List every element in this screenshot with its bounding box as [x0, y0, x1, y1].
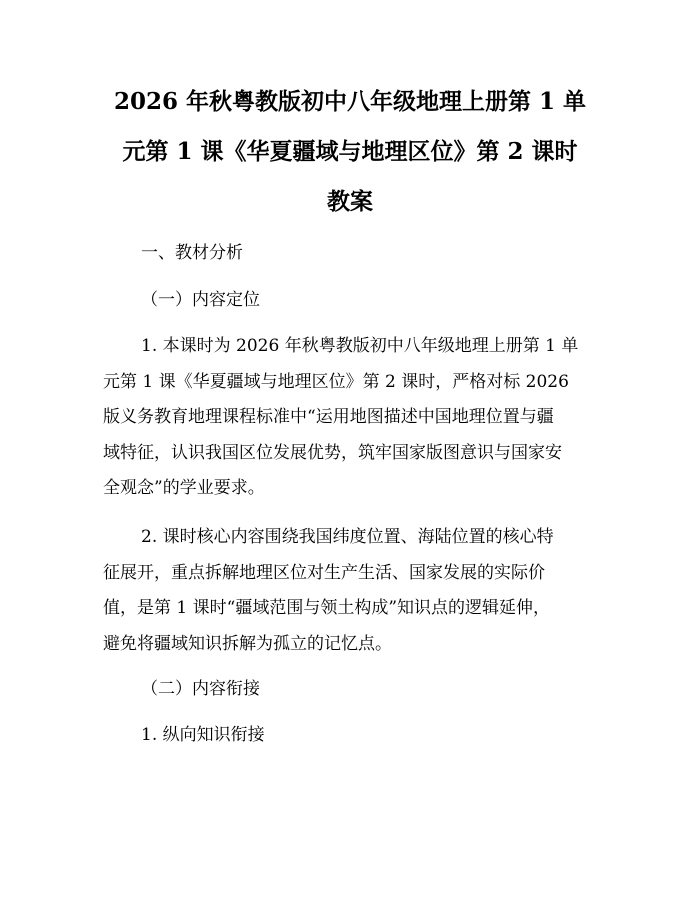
list-item-vertical-knowledge-connection: 1. 纵向知识衔接 [141, 725, 265, 745]
document-title [95, 77, 605, 227]
paragraph-1-line: 1. 本课时为 2026 年秋粤教版初中八年级地理上册第 1 单 [141, 336, 579, 356]
paragraph-1-line: 版义务教育地理课程标准中“运用地图描述中国地理位置与疆 [103, 407, 554, 427]
subsection-heading-content-connection: （二）内容衔接 [141, 679, 260, 699]
paragraph-2-line: 值，是第 1 课时“疆域范围与领土构成”知识点的逻辑延伸， [103, 598, 551, 618]
paragraph-1-line: 域特征，认识我国区位发展优势，筑牢国家版图意识与国家安 [103, 442, 562, 463]
paragraph-1 [103, 329, 603, 507]
paragraph-1-line: 全观念”的学业要求。 [103, 478, 265, 498]
section-heading-teaching-material-analysis: 一、教材分析 [141, 243, 243, 263]
paragraph-2-line: 征展开，重点拆解地理区位对生产生活、国家发展的实际价 [103, 562, 545, 583]
title-line-2: 元第 1 课《华夏疆域与地理区位》第 2 课时 [122, 138, 578, 165]
paragraph-2-line: 避免将疆域知识拆解为孤立的记忆点。 [103, 633, 392, 654]
title-line-1: 2026 年秋粤教版初中八年级地理上册第 1 单 [113, 88, 587, 115]
subsection-heading-content-positioning: （一）内容定位 [141, 290, 260, 310]
paragraph-1-line: 元第 1 课《华夏疆域与地理区位》第 2 课时，严格对标 2026 [103, 371, 569, 392]
title-line-3: 教案 [327, 188, 373, 215]
paragraph-2-line: 2. 课时核心内容围绕我国纬度位置、海陆位置的核心特 [141, 527, 554, 547]
paragraph-2 [103, 520, 603, 662]
